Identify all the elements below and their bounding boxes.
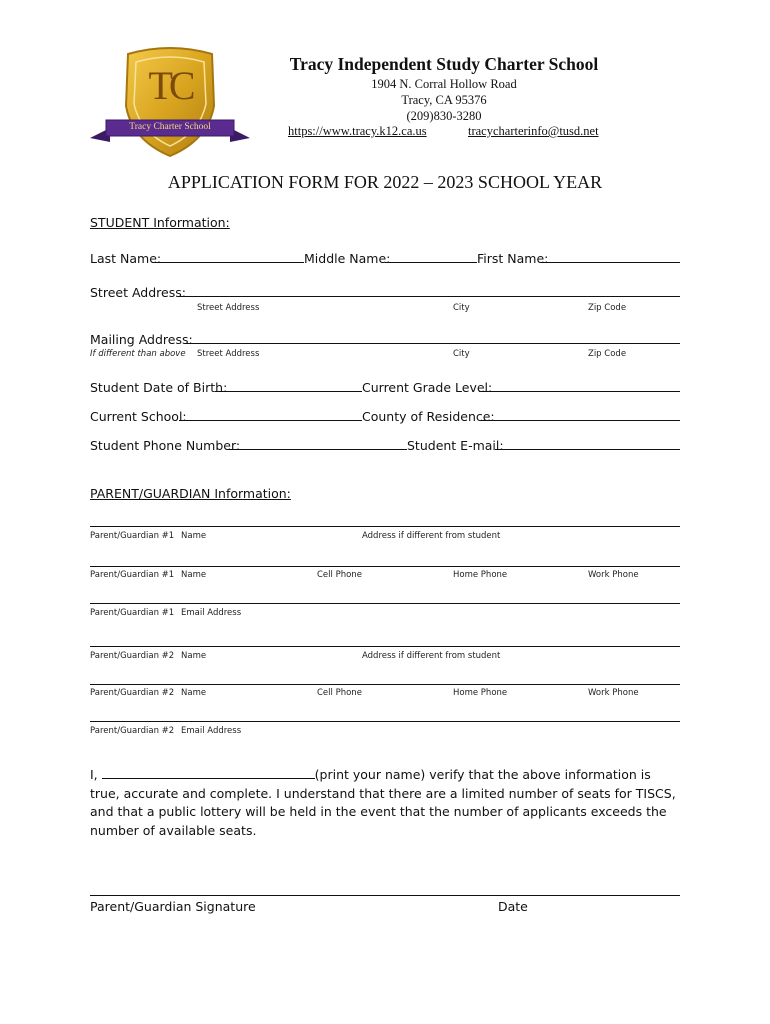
mailing-city-sub-label: City bbox=[453, 349, 470, 359]
dob-field[interactable] bbox=[215, 391, 362, 392]
g2-name-line[interactable] bbox=[90, 646, 680, 647]
parent-section-label: PARENT/GUARDIAN Information: bbox=[90, 486, 291, 501]
county-label: County of Residence: bbox=[362, 409, 495, 424]
current-school-field[interactable] bbox=[179, 420, 362, 421]
g1-address-label: Address if different from student bbox=[362, 531, 501, 541]
g1-label: Parent/Guardian #1 bbox=[90, 608, 175, 618]
g1-email-line[interactable] bbox=[90, 603, 680, 604]
student-email-label: Student E-mail: bbox=[407, 438, 504, 453]
g1-email-label: Email Address bbox=[181, 608, 242, 618]
current-school-label: Current School: bbox=[90, 409, 187, 424]
street-address-field[interactable] bbox=[177, 296, 680, 297]
student-phone-field[interactable] bbox=[228, 449, 407, 450]
date-label: Date bbox=[498, 899, 528, 914]
school-logo bbox=[88, 44, 252, 160]
g1-cell-label: Cell Phone bbox=[317, 570, 362, 580]
g1-name-line[interactable] bbox=[90, 526, 680, 527]
email-link[interactable]: tracycharterinfo@tusd.net bbox=[468, 124, 599, 138]
city-sub-label: City bbox=[453, 303, 470, 313]
g2-phones-line[interactable] bbox=[90, 684, 680, 685]
g2-address-label: Address if different from student bbox=[362, 651, 501, 661]
last-name-field[interactable] bbox=[154, 262, 304, 263]
logo-letters: TC bbox=[148, 63, 192, 108]
first-name-field[interactable] bbox=[542, 262, 680, 263]
student-phone-label: Student Phone Number: bbox=[90, 438, 241, 453]
g1-label: Parent/Guardian #1 bbox=[90, 570, 175, 580]
g1-name-label: Name bbox=[181, 570, 207, 580]
mailing-street-sub-label: Street Address bbox=[197, 349, 260, 359]
student-email-field[interactable] bbox=[495, 449, 680, 450]
print-name-field[interactable] bbox=[102, 767, 315, 779]
g1-work-label: Work Phone bbox=[588, 570, 639, 580]
form-title: APPLICATION FORM FOR 2022 – 2023 SCHOOL YEAR bbox=[167, 172, 603, 192]
g2-label: Parent/Guardian #2 bbox=[90, 688, 175, 698]
g2-home-label: Home Phone bbox=[453, 688, 508, 698]
g2-label: Parent/Guardian #2 bbox=[90, 651, 175, 661]
website-link[interactable]: https://www.tracy.k12.ca.us bbox=[288, 124, 427, 138]
first-name-label: First Name: bbox=[477, 251, 549, 266]
signature-line[interactable] bbox=[90, 895, 680, 896]
school-name: Tracy Independent Study Charter School bbox=[289, 54, 599, 74]
attestation-paragraph bbox=[90, 766, 680, 840]
street-address-label: Street Address: bbox=[90, 285, 186, 300]
mailing-zip-sub-label: Zip Code bbox=[588, 349, 627, 359]
g1-label: Parent/Guardian #1 bbox=[90, 531, 175, 541]
g2-email-label: Email Address bbox=[181, 726, 242, 736]
middle-name-label: Middle Name: bbox=[304, 251, 391, 266]
mailing-address-label: Mailing Address: bbox=[90, 332, 193, 347]
g2-cell-label: Cell Phone bbox=[317, 688, 362, 698]
dob-label: Student Date of Birth: bbox=[90, 380, 228, 395]
street-sub-label: Street Address bbox=[197, 303, 260, 313]
county-field[interactable] bbox=[481, 420, 680, 421]
attestation-text: (print your name) verify that the above information is true, accurate and complete. I understand that there are a limited number of seats for TISCS, and that a public lottery will be held in the event that the number of applicants exceeds the number of available seats. bbox=[90, 767, 676, 838]
middle-name-field[interactable] bbox=[385, 262, 477, 263]
last-name-label: Last Name: bbox=[90, 251, 162, 266]
g2-email-line[interactable] bbox=[90, 721, 680, 722]
if-different-note: If different than above bbox=[90, 349, 186, 359]
signature-label: Parent/Guardian Signature bbox=[90, 899, 256, 914]
address-line-2: Tracy, CA 95376 bbox=[401, 93, 487, 107]
attestation-prefix: I, bbox=[90, 767, 98, 782]
g1-name-label: Name bbox=[181, 531, 207, 541]
g2-label: Parent/Guardian #2 bbox=[90, 726, 175, 736]
grade-label: Current Grade Level: bbox=[362, 380, 493, 395]
zip-sub-label: Zip Code bbox=[588, 303, 627, 313]
logo-banner-text: Tracy Charter School bbox=[129, 122, 211, 132]
student-section-label: STUDENT Information: bbox=[90, 215, 230, 230]
mailing-address-field[interactable] bbox=[185, 343, 680, 344]
grade-field[interactable] bbox=[479, 391, 680, 392]
g1-phones-line[interactable] bbox=[90, 566, 680, 567]
school-phone: (209)830-3280 bbox=[406, 109, 482, 123]
g2-name-label: Name bbox=[181, 651, 207, 661]
g2-work-label: Work Phone bbox=[588, 688, 639, 698]
g1-home-label: Home Phone bbox=[453, 570, 508, 580]
g2-name-label: Name bbox=[181, 688, 207, 698]
address-line-1: 1904 N. Corral Hollow Road bbox=[371, 77, 517, 91]
